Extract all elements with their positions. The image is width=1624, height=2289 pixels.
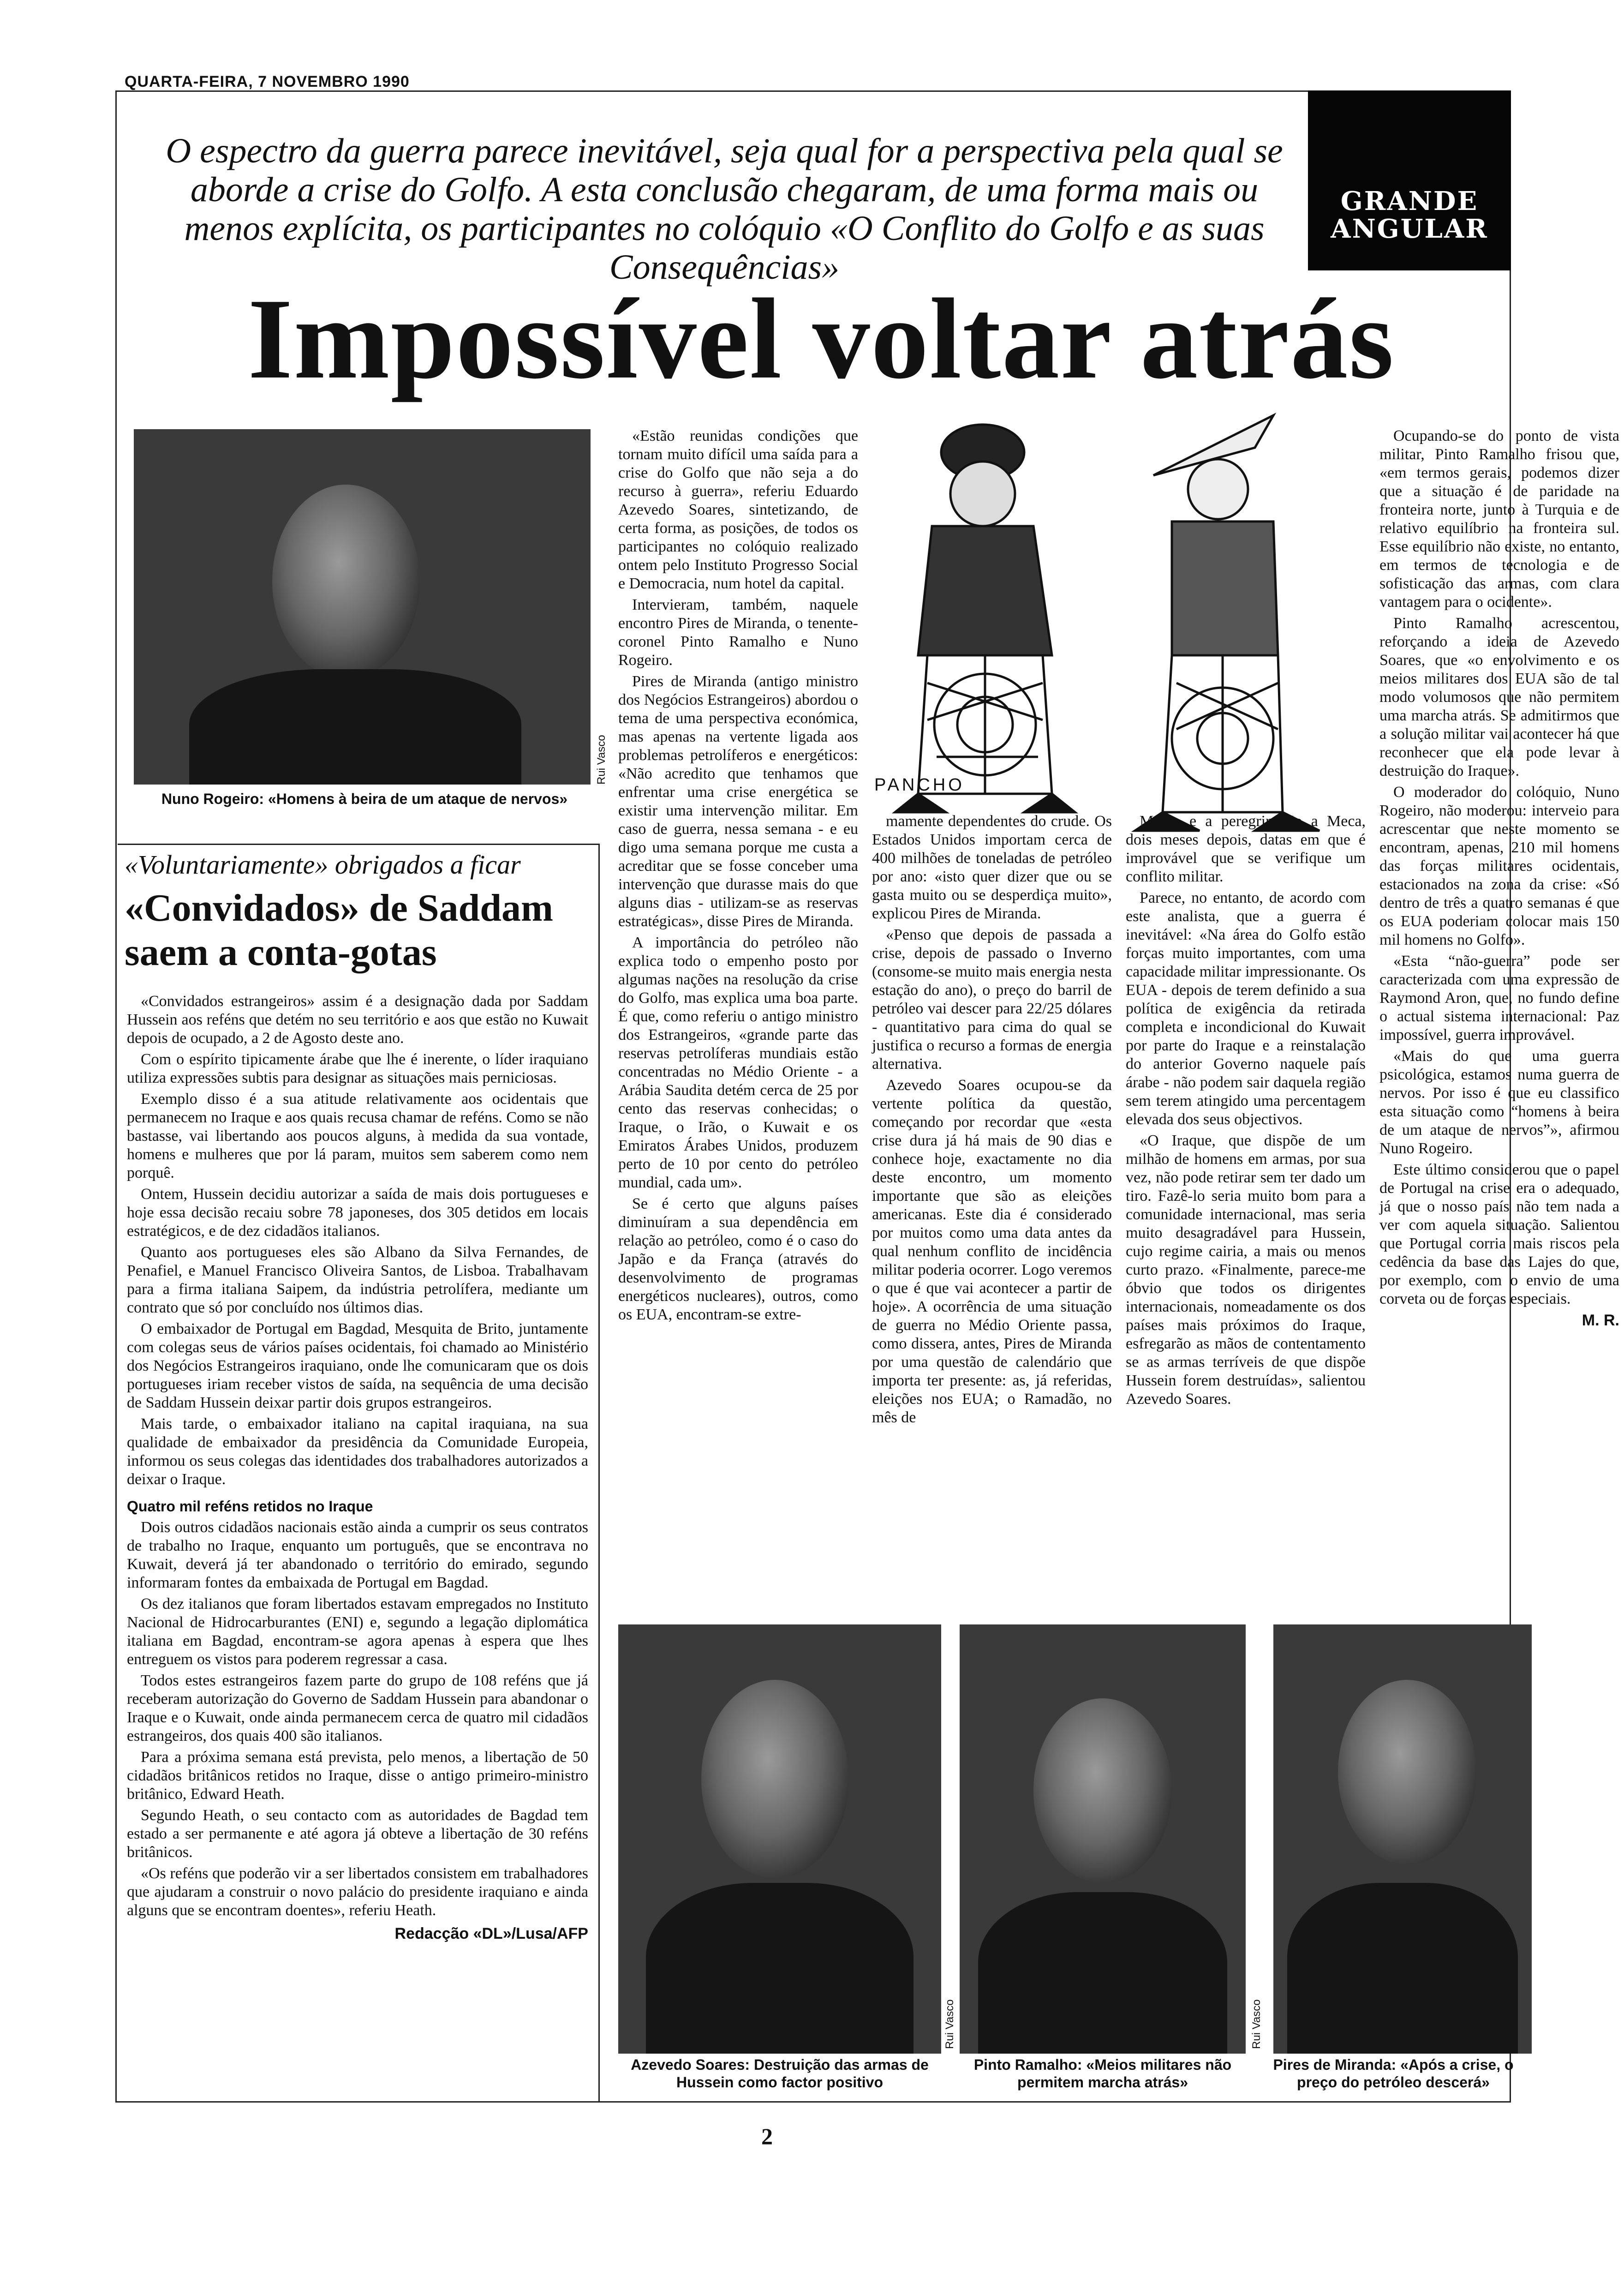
article-paragraph: A importância do petróleo não explica todo o empenho posto por algumas nações na resolução da crise do Golfo, mas explica uma boa parte. É que, como referiu o antigo ministro dos Estrangeiros, «grande parte das reservas petrolíferas mundiais estão concentradas no Médio Oriente - a Arábia Saudita detém cerca de 25 por cento das reservas conhecidas; o Iraque, o Irão, o Kuwait e os Emiratos Árabes Unidos, produzem perto de 10 por cento do petróleo mundial, cada um». bbox=[618, 934, 858, 1191]
article-paragraph: O moderador do colóquio, Nuno Rogeiro, não moderou: interveio para acrescentar que neste momento se encontram, apenas, 210 mil homens das forças militares ocidentais, estacionados na zona da crise: «Só dentro de três a quatro semanas é que os EUA poderiam colocar mais 150 mil homens no Golfo». bbox=[1379, 784, 1619, 948]
page-headline: Impossível voltar atrás bbox=[248, 275, 1395, 403]
article-signature: M. R. bbox=[1582, 1312, 1619, 1329]
sidebar-paragraph: Segundo Heath, o seu contacto com as autoridades de Bagdad tem estado a ser permanente e até agora já obteve a libertação de 30 reféns britânicos. bbox=[127, 1807, 588, 1861]
article-paragraph: mamente dependentes do crude. Os Estados Unidos importam cerca de 400 milhões de toneladas de petróleo por ano: «isto quer dizer que ou se gasta muito ou se desperdiça muito», explicou Pires de Miranda. bbox=[872, 813, 1112, 922]
sidebar-paragraph: Os dez italianos que foram libertados estavam empregados no Instituto Nacional de Hidrocarburantes (ENI) e, segundo a legação diplomática italiana em Bagdad, encontram-se agora apenas à espera que lhes entreguem os vistos para poderem regressar a casa. bbox=[127, 1595, 588, 1668]
photo-credit-nuno: Rui Vasco bbox=[595, 735, 608, 785]
sidebar-paragraph: «Convidados estrangeiros» assim é a designação dada por Saddam Hussein aos reféns que detém no seu território e aos que estão no Kuwait depois de ocupado, a 2 de Agosto deste ano. bbox=[127, 993, 588, 1047]
cartoon-cowboy-figure bbox=[1135, 415, 1320, 831]
article-paragraph: «Mais do que uma guerra psicológica, estamos numa guerra de nervos. Por isso é que eu classifico esta situação como “homens à beira de um ataque de nervos”», afirmou Nuno Rogeiro. bbox=[1379, 1048, 1619, 1157]
article-paragraph: Parece, no entanto, de acordo com este analista, que a guerra é inevitável: «Na área do Golfo estão forças muito importantes, com uma capacidade militar impressionante. Os EUA - depois de terem definido a sua política de exigência da retirada completa e incondicional do Kuwait por parte do Iraque e a reinstalação do anterior Governo naquele país árabe - não podem sair daquela região sem terem atingido uma percentagem elevada dos seus objectivos. bbox=[1126, 889, 1366, 1128]
article-paragraph: «Esta “não-guerra” pode ser caracterizada com uma expressão de Raymond Aron, que, no fundo define o actual sistema internacional: Paz impossível, guerra improvável. bbox=[1379, 953, 1619, 1043]
article-paragraph: «O Iraque, que dispõe de um milhão de homens em armas, por sua vez, não pode retirar sem ter dado um tiro. Fazê-lo seria muito bom para a comunidade internacional, mas seria muito desagradável para Hussein, cujo regime cairia, a mais ou menos curto prazo. «Finalmente, parece-me óbvio que todos os dirigentes internacionais, nomeadamente os dos países mais próximos do Iraque, esfregarão as mãos de contentamento se as armas terríveis de que dispõe Hussein forem destruídas», salientou Azevedo Soares. bbox=[1126, 1132, 1366, 1408]
cartoon-soldier-figure bbox=[895, 425, 1075, 812]
article-column-3 bbox=[1126, 812, 1366, 1411]
photo-credit-azevedo: Rui Vasco bbox=[943, 1999, 956, 2049]
caption-nuno-rogeiro: Nuno Rogeiro: «Homens à beira de um ataque de nervos» bbox=[161, 791, 568, 807]
sidebar-title: «Convidados» de Saddam saem a conta-gotas bbox=[125, 887, 553, 974]
section-badge-line1: GRANDE bbox=[1340, 186, 1479, 216]
sidebar-signature: Redacção «DL»/Lusa/AFP bbox=[394, 1925, 588, 1942]
sidebar-paragraph: O embaixador de Portugal em Bagdad, Mesquita de Brito, juntamente com colegas seus de vários países ocidentais, foi chamado ao Ministério dos Negócios Estrangeiros iraquiano, onde lhe comunicaram que os dois portugueses iriam receber vistos de saída, na sequência de uma decisão de Saddam Hussein deixar partir dois grupos estrangeiros. bbox=[127, 1320, 588, 1411]
photo-pires-de-miranda bbox=[1273, 1624, 1532, 2054]
sidebar-paragraph: Para a próxima semana está prevista, pelo menos, a libertação de 50 cidadãos britânicos retidos no Iraque, disse o antigo primeiro-ministro britânico, Edward Heath. bbox=[127, 1749, 588, 1803]
article-paragraph: Pinto Ramalho acrescentou, reforçando a ideia de Azevedo Soares, que «o envolvimento e os meios militares dos EUA são de tal modo volumosos que não permitem uma marcha atrás. Se admitirmos que a solução militar vai acontecer há que reconhecer que ela pode levar à destruição do Iraque». bbox=[1379, 615, 1619, 779]
photo-azevedo-soares bbox=[618, 1624, 941, 2054]
caption-pinto-ramalho: Pinto Ramalho: «Meios militares não permitem marcha atrás» bbox=[973, 2056, 1232, 2091]
caption-azevedo-soares: Azevedo Soares: Destruição das armas de Hussein como factor positivo bbox=[631, 2056, 929, 2091]
sidebar-paragraph: Todos estes estrangeiros fazem parte do grupo de 108 reféns que já receberam autorização do Governo de Saddam Hussein para abandonar o Iraque e o Kuwait, onde ainda permanecem cerca de quatro mil cidadãos estrangeiros, dos quais 400 são italianos. bbox=[127, 1672, 588, 1744]
sidebar-subtitle: Quatro mil reféns retidos no Iraque bbox=[127, 1498, 373, 1515]
photo-credit-pinto: Rui Vasco bbox=[1250, 1999, 1263, 2049]
sidebar-paragraph: Com o espírito tipicamente árabe que lhe é inerente, o líder iraquiano utiliza expressões subtis para designar as situações mais perniciosas. bbox=[127, 1051, 588, 1086]
article-paragraph: Pires de Miranda (antigo ministro dos Negócios Estrangeiros) abordou o tema de uma perspectiva económica, mas apenas na vertente ligada aos problemas petrolíferos e energéticos: «Não acredito que tenhamos que enfrentar uma crise energética se existir uma intervenção militar. Em caso de guerra, nessa semana - e eu digo uma semana porque me custa a acreditar que se fosse conceber uma intervenção que durasse mais do que alguns dias - utilizam-se as reservas estratégicas», disse Pires de Miranda. bbox=[618, 673, 858, 930]
article-paragraph: Azevedo Soares ocupou-se da vertente política da questão, começando por recordar que «esta crise dura já há mais de 90 dias e conhece hoje, exactamente no dia deste encontro, um momento importante que são as eleições americanas. Este dia é considerado por muitos como uma data antes da qual nenhum conflito de incidência militar poderia ocorrer. Logo veremos o que é que vai acontecer a partir de hoje». A ocorrência de uma situação de guerra no Médio Oriente passa, como dissera, antes, Pires de Miranda por uma questão de calendário que importa ter presente: as, já referidas, eleições nos EUA; o Ramadão, no mês de bbox=[872, 1077, 1112, 1426]
intro-lead: O espectro da guerra parece inevitável, seja qual for a perspectiva pela qual se aborde a crise do Golfo. A esta conclusão chegaram, de uma forma mais ou menos explícita, os participantes no colóquio «O Conflito do Golfo e as suas Consequências» bbox=[166, 132, 1283, 287]
article-paragraph: Ocupando-se do ponto de vista militar, Pinto Ramalho frisou que, «em termos gerais, podemos dizer que a situação é de paridade na fronteira norte, junto à Turquia e de relativo equilíbrio na fronteira sul. Esse equilíbrio não existe, no entanto, em termos de tecnologia e de sofisticação das armas, com clara vantagem para o ocidente». bbox=[1379, 427, 1619, 611]
article-paragraph: «Penso que depois de passada a crise, depois de passado o Inverno (consome-se muito mais energia nesta estação do ano), o preço do barril de petróleo vai descer para 22/25 dólares - quantitativo para cima do qual se justifica o recurso a formas de energia alternativa. bbox=[872, 926, 1112, 1073]
sidebar-body bbox=[127, 992, 588, 1943]
section-badge bbox=[1308, 90, 1511, 270]
article-paragraph: Este último considerou que o papel de Portugal na crise era o adequado, já que o nosso país não tem nada a ver com aquela situação. Salientou que Portugal corria mais riscos pela cedência da base das Lajes do que, por exemplo, com o envio de uma corveta ou de forças especiais. bbox=[1379, 1161, 1619, 1307]
dateline: QUARTA-FEIRA, 7 NOVEMBRO 1990 bbox=[125, 73, 410, 90]
article-column-2 bbox=[872, 812, 1112, 1430]
sidebar-paragraph: Quanto aos portugueses eles são Albano da Silva Fernandes, de Penafiel, e Manuel Francisco Oliveira Santos, de Lisboa. Trabalhavam para a firma italiana Saipem, da indústria petrolífera, mediante um contrato que só por concluído nos últimos dias. bbox=[127, 1244, 588, 1316]
article-paragraph: Intervieram, também, naquele encontro Pires de Miranda, o tenente-coronel Pinto Ramalho e Nuno Rogeiro. bbox=[618, 596, 858, 669]
sidebar-paragraph: Dois outros cidadãos nacionais estão ainda a cumprir os seus contratos de trabalho no Iraque, enquanto um português, que se encontrava no Kuwait, deverá já ter abandonado o território do emirado, segundo informaram fontes da embaixada de Portugal em Bagdad. bbox=[127, 1519, 588, 1591]
sidebar-paragraph: Exemplo disso é a sua atitude relativamente aos ocidentais que permanecem no Iraque e aos quais recusa chamar de reféns. Como se não bastasse, vai libertando aos poucos alguns, à medida da sua vontade, homens e mulheres que por lá param, muitos sem saberem como nem porquê. bbox=[127, 1091, 588, 1181]
article-paragraph: «Estão reunidas condições que tornam muito difícil uma saída para a crise do Golfo que não seja a do recurso à guerra», referiu Eduardo Azevedo Soares, sintetizando, de certa forma, as posições, de todos os participantes no colóquio realizado ontem pelo Instituto Progresso Social e Democracia, num hotel da capital. bbox=[618, 427, 858, 592]
sidebar-paragraph: Ontem, Hussein decidiu autorizar a saída de mais dois portugueses e hoje essa decisão recaiu sobre 78 japoneses, dos 305 detidos em locais estratégicos, e de dez cidadãos italianos. bbox=[127, 1186, 588, 1240]
caption-pires-de-miranda: Pires de Miranda: «Após a crise, o preço do petróleo descerá» bbox=[1273, 2056, 1514, 2091]
sidebar-paragraph: «Os reféns que poderão vir a ser libertados consistem em trabalhadores que ajudaram a construir o novo palácio do presidente iraquiano e ainda alguns que se encontram doentes», referiu Heath. bbox=[127, 1865, 588, 1919]
cartoon-signature: PANCHO bbox=[874, 775, 965, 795]
article-column-4 bbox=[1379, 427, 1619, 1330]
photo-pinto-ramalho bbox=[960, 1624, 1246, 2054]
article-paragraph: Março e a peregrinação a Meca, dois meses depois, datas em que é improvável que se verifique um conflito militar. bbox=[1126, 813, 1366, 885]
article-column-1 bbox=[618, 427, 858, 1327]
article-paragraph: Se é certo que alguns países diminuíram a sua dependência em relação ao petróleo, como é o caso do Japão e da França (através do desenvolvimento de programas energéticos nucleares), outros, como os EUA, encontram-se extre- bbox=[618, 1195, 858, 1323]
sidebar-paragraph: Mais tarde, o embaixador italiano na capital iraquiana, na sua qualidade de embaixador da presidência da Comunidade Europeia, informou os seus colegas das identidades dos trabalhadores autorizados a deixar o Iraque. bbox=[127, 1415, 588, 1488]
sidebar-kicker: «Voluntariamente» obrigados a ficar bbox=[125, 850, 521, 880]
page-number: 2 bbox=[761, 2123, 775, 2149]
section-badge-line2: ANGULAR bbox=[1331, 214, 1488, 244]
photo-nuno-rogeiro bbox=[134, 429, 591, 785]
